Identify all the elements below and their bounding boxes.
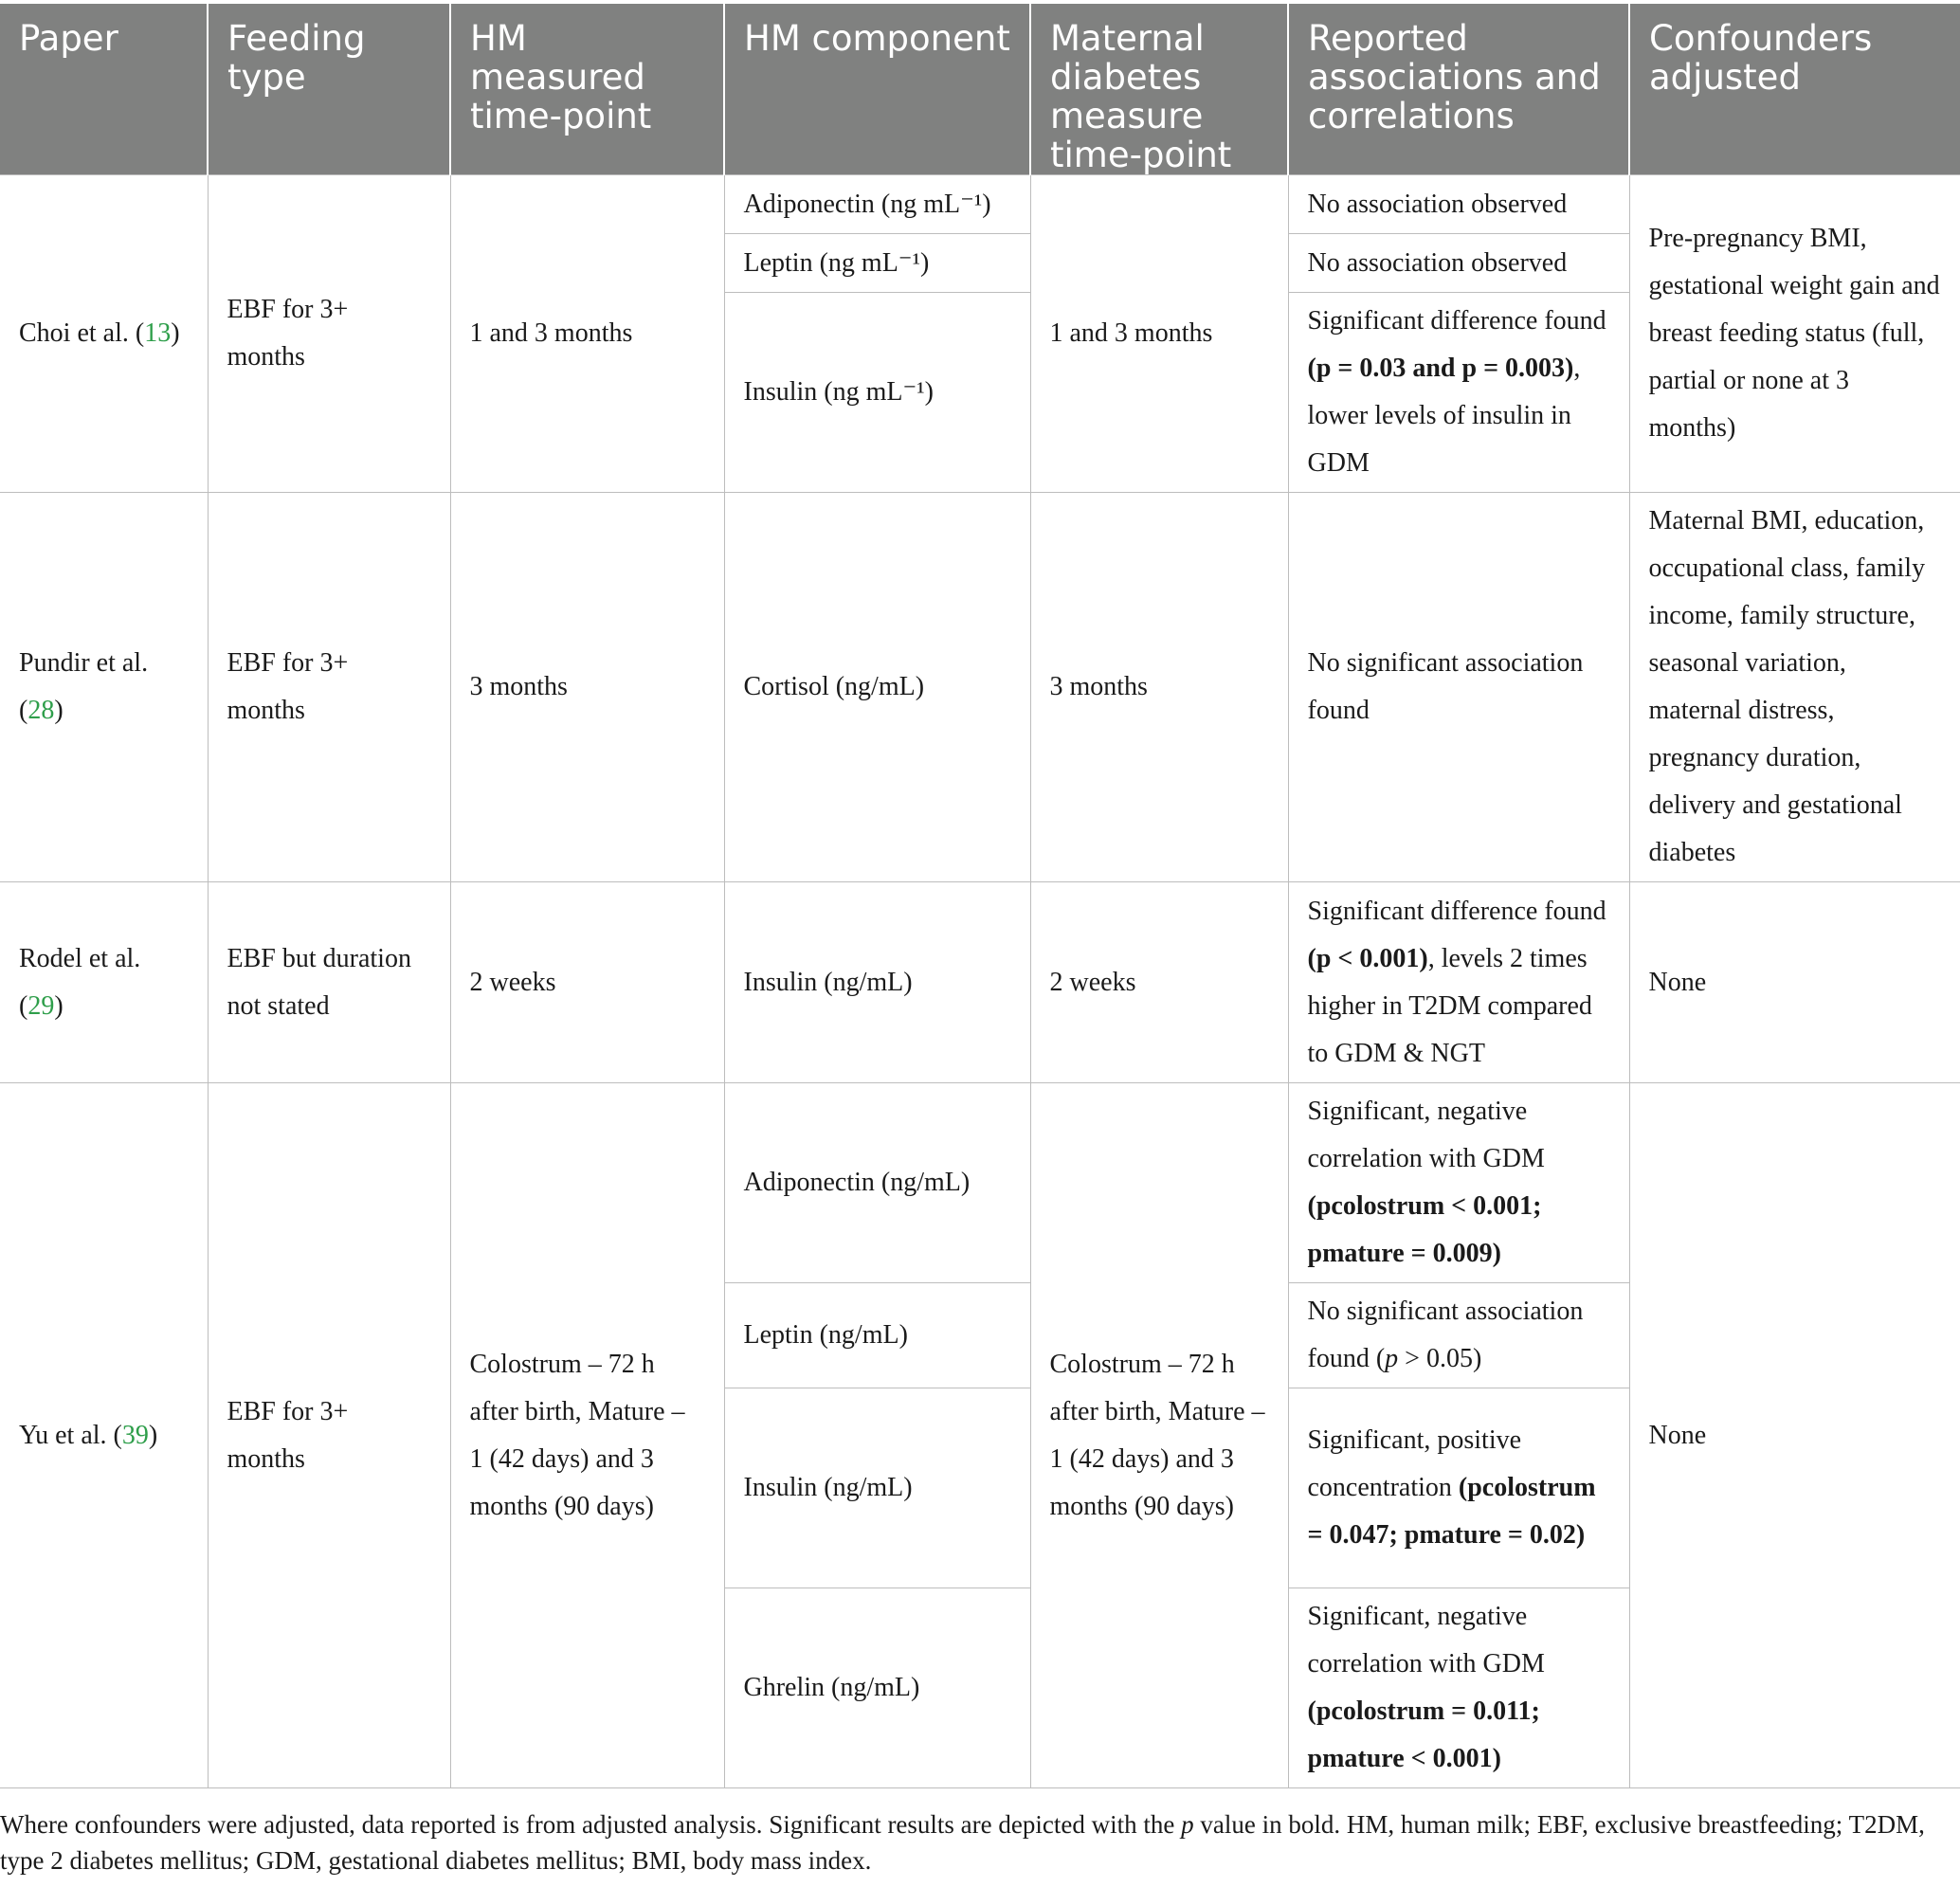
confounders-cell: None [1629,1083,1960,1788]
association-cell: Significant difference found (p < 0.001), levels 2 times higher in T2DM compared to GDM & NGT [1288,882,1629,1083]
component-cell: Insulin (ng/mL) [724,1388,1030,1588]
association-cell: Significant, negative correlation with GDM (pcolostrum < 0.001; pmature = 0.009) [1288,1083,1629,1283]
table-row [0,493,1960,882]
diabetes-time-cell: 2 weeks [1030,882,1288,1083]
component-cell: Insulin (ng/mL) [724,882,1030,1083]
association-cell: Significant, negative correlation with GDM (pcolostrum = 0.011; pmature < 0.001) [1288,1588,1629,1788]
component-cell: Adiponectin (ng/mL) [724,1083,1030,1283]
component-cell: Adiponectin (ng mL⁻¹) [724,175,1030,234]
table-row [0,1083,1960,1283]
hm-time-cell: Colostrum – 72 h after birth, Mature – 1 (42 days) and 3 months (90 days) [450,1083,724,1788]
component-cell: Insulin (ng mL⁻¹) [724,293,1030,493]
feeding-cell: EBF for 3+ months [208,1083,450,1788]
table-row [0,175,1960,234]
feeding-cell: EBF for 3+ months [208,175,450,493]
association-cell: No association observed [1288,234,1629,293]
paper-cell: Rodel et al. (29) [0,882,208,1083]
header-row [0,4,1960,175]
association-cell: Significant, positive concentration (pcolostrum = 0.047; pmature = 0.02) [1288,1388,1629,1588]
feeding-cell: EBF for 3+ months [208,493,450,882]
association-cell: No association observed [1288,175,1629,234]
component-cell: Leptin (ng mL⁻¹) [724,234,1030,293]
hm-time-cell: 2 weeks [450,882,724,1083]
confounders-cell: Pre-pregnancy BMI, gestational weight gain and breast feeding status (full, partial or none at 3 months) [1629,175,1960,493]
header-hm-time-point: HM measured time-point [450,4,724,175]
feeding-cell: EBF but duration not stated [208,882,450,1083]
paper-cell: Choi et al. (13) [0,175,208,493]
results-table [0,4,1960,1788]
association-cell: No significant association found [1288,493,1629,882]
table-row [0,882,1960,1083]
hm-time-cell: 3 months [450,493,724,882]
component-cell: Leptin (ng/mL) [724,1283,1030,1388]
reference-link[interactable]: 29 [27,990,55,1021]
header-paper: Paper [0,4,208,175]
reference-link[interactable]: 13 [144,318,172,348]
header-confounders: Confounders adjusted [1629,4,1960,175]
component-cell: Cortisol (ng/mL) [724,493,1030,882]
paper-cell: Yu et al. (39) [0,1083,208,1788]
diabetes-time-cell: 3 months [1030,493,1288,882]
paper-cell: Pundir et al. (28) [0,493,208,882]
header-feeding-type: Feeding type [208,4,450,175]
header-associations: Reported associations and correlations [1288,4,1629,175]
header-hm-component: HM component [724,4,1030,175]
association-cell: No significant association found (p > 0.05) [1288,1283,1629,1388]
component-cell: Ghrelin (ng/mL) [724,1588,1030,1788]
header-diabetes-time-point: Maternal diabetes measure time-point [1030,4,1288,175]
reference-link[interactable]: 39 [121,1420,149,1450]
hm-time-cell: 1 and 3 months [450,175,724,493]
diabetes-time-cell: 1 and 3 months [1030,175,1288,493]
table-footnote: Where confounders were adjusted, data reported is from adjusted analysis. Significant results are depicted with the p value in bold. HM, human milk; EBF, exclusive breastfeeding; T2DM, type 2 diabetes mellitus; GDM, gestational diabetes mellitus; BMI, body mass index. [0,1810,1925,1875]
diabetes-time-cell: Colostrum – 72 h after birth, Mature – 1 (42 days) and 3 months (90 days) [1030,1083,1288,1788]
reference-link[interactable]: 28 [27,696,55,725]
confounders-cell: None [1629,882,1960,1083]
association-cell: Significant difference found (p = 0.03 and p = 0.003), lower levels of insulin in GDM [1288,293,1629,493]
confounders-cell: Maternal BMI, education, occupational class, family income, family structure, seasonal variation, maternal distress, pregnancy duration, delivery and gestational diabetes [1629,493,1960,882]
